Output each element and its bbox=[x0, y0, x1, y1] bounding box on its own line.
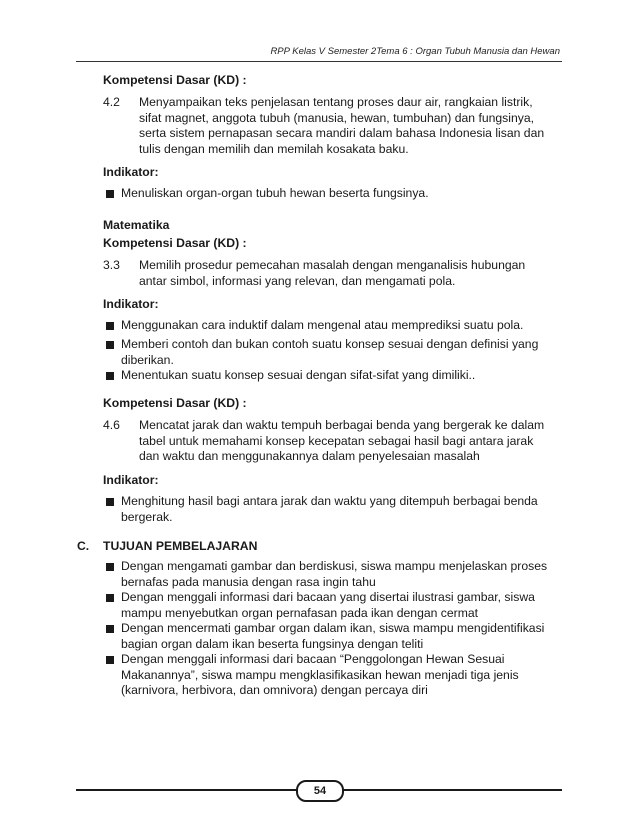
indikator-item-cont: diberikan. bbox=[121, 352, 174, 367]
kd-number-3: 4.6 bbox=[103, 418, 120, 432]
bullet-square-icon bbox=[106, 625, 114, 633]
kd-number-2: 3.3 bbox=[103, 258, 120, 272]
kd-text-line: Menyampaikan teks penjelasan tentang proses daur air, rangkaian listrik, bbox=[139, 95, 533, 109]
kd-text-line: sifat magnet, anggota tubuh (manusia, hewan, tumbuhan) dan fungsinya, bbox=[139, 110, 534, 125]
tujuan-item-cont: Makanannya”, siswa mampu mengklasifikasikan hewan menjadi tiga jenis bbox=[121, 667, 519, 682]
tujuan-item: Dengan mencermati gambar organ dalam ikan, siswa mampu mengidentifikasi bbox=[121, 621, 545, 635]
kd-text-line: serta sistem pernapasan secara mandiri dalam bahasa Indonesia lisan dan bbox=[139, 126, 545, 140]
footer-rule-right bbox=[340, 789, 562, 791]
bullet-square-icon bbox=[106, 656, 114, 664]
kd-text-line: tulis dengan memilih dan memilah kosakata baku. bbox=[139, 141, 409, 156]
subject-heading: Matematika bbox=[103, 218, 170, 232]
kd-heading-2: Kompetensi Dasar (KD) : bbox=[103, 236, 247, 250]
indikator-item: Menuliskan organ-organ tubuh hewan beserta fungsinya. bbox=[121, 186, 429, 200]
header-rule bbox=[76, 61, 562, 62]
bullet-square-icon bbox=[106, 594, 114, 602]
tujuan-item: Dengan menggali informasi dari bacaan yang disertai ilustrasi gambar, siswa bbox=[121, 590, 535, 604]
bullet-square-icon bbox=[106, 190, 114, 198]
indikator-item-cont: bergerak. bbox=[121, 509, 173, 524]
kd-text-line: tabel untuk memahami konsep kecepatan sebagai hasil bagi antara jarak bbox=[139, 433, 534, 448]
running-header: RPP Kelas V Semester 2Tema 6 : Organ Tubuh Manusia dan Hewan bbox=[270, 46, 560, 57]
kd-heading-3: Kompetensi Dasar (KD) : bbox=[103, 396, 247, 410]
kd-text-line: Memilih prosedur pemecahan masalah dengan menganalisis hubungan bbox=[139, 258, 526, 272]
tujuan-item-cont: bernafas pada manusia dengan rasa ingin tahu bbox=[121, 574, 376, 589]
indikator-heading-1: Indikator: bbox=[103, 165, 159, 179]
indikator-item: Memberi contoh dan bukan contoh suatu konsep sesuai dengan definisi yang bbox=[121, 337, 539, 351]
kd-text-line: dan waktu dan menggunakannya dalam penyelesaian masalah bbox=[139, 449, 480, 463]
tujuan-item-cont: bagian organ dalam ikan beserta fungsinya dengan teliti bbox=[121, 636, 424, 651]
indikator-item: Menentukan suatu konsep sesuai dengan sifat-sifat yang dimiliki.. bbox=[121, 368, 476, 382]
section-heading-tujuan: TUJUAN PEMBELAJARAN bbox=[103, 539, 258, 553]
tujuan-item: Dengan mengamati gambar dan berdiskusi, siswa mampu menjelaskan proses bbox=[121, 559, 548, 573]
indikator-heading-2: Indikator: bbox=[103, 297, 159, 311]
bullet-square-icon bbox=[106, 563, 114, 571]
tujuan-item: Dengan menggali informasi dari bacaan “Penggolongan Hewan Sesuai bbox=[121, 652, 505, 666]
indikator-item: Menggunakan cara induktif dalam mengenal atau memprediksi suatu pola. bbox=[121, 318, 524, 332]
kd-text-line: antar simbol, informasi yang relevan, dan mengamati pola. bbox=[139, 273, 456, 288]
kd-number-1: 4.2 bbox=[103, 95, 120, 109]
kd-text-line: Mencatat jarak dan waktu tempuh berbagai benda yang bergerak ke dalam bbox=[139, 418, 545, 432]
bullet-square-icon bbox=[106, 372, 114, 380]
page-number: 54 bbox=[296, 780, 344, 802]
tujuan-item-cont: mampu menyebutkan organ pernafasan pada ikan dengan cermat bbox=[121, 605, 479, 620]
section-letter: C. bbox=[77, 539, 90, 553]
bullet-square-icon bbox=[106, 498, 114, 506]
kd-heading-1: Kompetensi Dasar (KD) : bbox=[103, 73, 247, 87]
bullet-square-icon bbox=[106, 341, 114, 349]
indikator-item: Menghitung hasil bagi antara jarak dan waktu yang ditempuh berbagai benda bbox=[121, 494, 538, 508]
bullet-square-icon bbox=[106, 322, 114, 330]
footer-rule-left bbox=[76, 789, 298, 791]
indikator-heading-3: Indikator: bbox=[103, 473, 159, 487]
tujuan-item-cont: (karnivora, herbivora, dan omnivora) dengan percaya diri bbox=[121, 683, 428, 697]
